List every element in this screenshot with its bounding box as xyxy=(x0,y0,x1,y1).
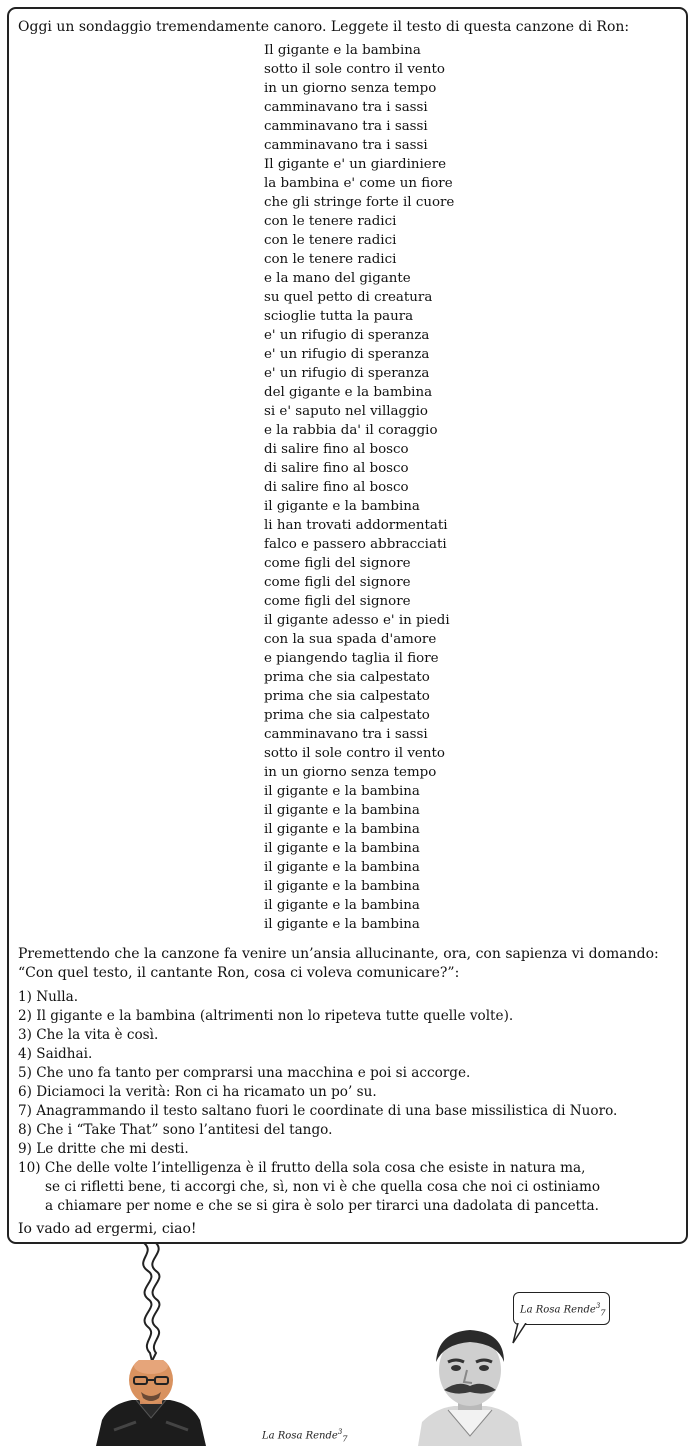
lyric-line: il gigante adesso e' in piedi xyxy=(264,613,450,628)
lyric-line: si e' saputo nel villaggio xyxy=(264,404,428,419)
man-portrait-image xyxy=(96,1360,206,1446)
answer-item: 3) Che la vita è così. xyxy=(18,1027,159,1043)
lyric-line: falco e passero abbracciati xyxy=(264,537,447,552)
lyric-line: prima che sia calpestato xyxy=(264,670,430,685)
signature-bottom xyxy=(262,1428,348,1443)
question-text xyxy=(18,945,659,983)
lyrics-block xyxy=(264,41,454,934)
lyric-line: e la rabbia da' il coraggio xyxy=(264,423,438,438)
lyric-line: il gigante e la bambina xyxy=(264,499,420,514)
mustached-man-portrait-image xyxy=(418,1326,522,1446)
answer-item: 5) Che uno fa tanto per comprarsi una macchina e poi si accorge. xyxy=(18,1065,471,1081)
closing-text: Io vado ad ergermi, ciao! xyxy=(18,1221,197,1237)
lyric-line: come figli del signore xyxy=(264,594,411,609)
speech-bubble-small xyxy=(513,1292,610,1325)
lyric-line: camminavano tra i sassi xyxy=(264,119,428,134)
answer-item: 6) Diciamoci la verità: Ron ci ha ricamato un po’ su. xyxy=(18,1084,377,1100)
lyric-line: camminavano tra i sassi xyxy=(264,727,428,742)
lyric-line: il gigante e la bambina xyxy=(264,917,420,932)
signature-sup-small: 3 xyxy=(595,1302,601,1310)
lyric-line: il gigante e la bambina xyxy=(264,803,420,818)
lyric-line: sotto il sole contro il vento xyxy=(264,62,445,77)
lyric-line: in un giorno senza tempo xyxy=(264,81,437,96)
lyric-line: il gigante e la bambina xyxy=(264,898,420,913)
lyric-line: prima che sia calpestato xyxy=(264,689,430,704)
signature-sub: 7 xyxy=(342,1433,348,1444)
lyric-line: e' un rifugio di speranza xyxy=(264,328,430,343)
lyric-line: camminavano tra i sassi xyxy=(264,138,428,153)
signature-small xyxy=(520,1302,606,1317)
lyric-line: la bambina e' come un fiore xyxy=(264,176,453,191)
answer-item: 1) Nulla. xyxy=(18,989,79,1005)
lyric-line: il gigante e la bambina xyxy=(264,784,420,799)
lyric-line: li han trovati addormentati xyxy=(264,518,448,533)
answer-continuation-line: se ci rifletti bene, ti accorgi che, sì, non vi è che quella cosa che noi ci ostiniamo xyxy=(45,1179,601,1195)
lyric-line: in un giorno senza tempo xyxy=(264,765,437,780)
lyric-line: di salire fino al bosco xyxy=(264,461,409,476)
lyric-line: su quel petto di creatura xyxy=(264,290,433,305)
lyric-line: con le tenere radici xyxy=(264,214,397,229)
signature-sup: 3 xyxy=(337,1428,343,1436)
lyric-line: e' un rifugio di speranza xyxy=(264,366,430,381)
lyric-line: prima che sia calpestato xyxy=(264,708,430,723)
lyric-line: con la sua spada d'amore xyxy=(264,632,437,647)
lyric-line: Il gigante e la bambina xyxy=(264,43,421,58)
lyric-line: e piangendo taglia il fiore xyxy=(264,651,439,666)
lyric-line: camminavano tra i sassi xyxy=(264,100,428,115)
speech-bubble-main xyxy=(7,7,688,1244)
answer-item: 10) Che delle volte l’intelligenza è il frutto della sola cosa che esiste in natura ma, xyxy=(18,1160,586,1176)
answer-list xyxy=(18,988,617,1216)
lyric-line: e la mano del gigante xyxy=(264,271,411,286)
question-line-2: “Con quel testo, il cantante Ron, cosa ci voleva comunicare?”: xyxy=(18,965,460,981)
question-line-1: Premettendo che la canzone fa venire un’ansia allucinante, ora, con sapienza vi domando: xyxy=(18,946,659,962)
lyric-line: che gli stringe forte il cuore xyxy=(264,195,455,210)
lyric-line: il gigante e la bambina xyxy=(264,879,420,894)
lyric-line: il gigante e la bambina xyxy=(264,860,420,875)
answer-item: 2) Il gigante e la bambina (altrimenti non lo ripeteva tutte quelle volte). xyxy=(18,1008,514,1024)
lyric-line: come figli del signore xyxy=(264,575,411,590)
signature-sub-small: 7 xyxy=(600,1307,606,1318)
lyric-line: del gigante e la bambina xyxy=(264,385,433,400)
signature-text: La Rosa Rende xyxy=(262,1430,338,1442)
lyric-line: di salire fino al bosco xyxy=(264,480,409,495)
answer-item: 7) Anagrammando il testo saltano fuori le coordinate di una base missilistica di Nuoro. xyxy=(18,1103,618,1119)
speech-tail-squiggle xyxy=(130,1243,170,1363)
answer-item: 4) Saidhai. xyxy=(18,1046,93,1062)
intro-text: Oggi un sondaggio tremendamente canoro. Leggete il testo di questa canzone di Ron: xyxy=(18,19,630,35)
signature-text-small: La Rosa Rende xyxy=(520,1304,596,1316)
lyric-line: e' un rifugio di speranza xyxy=(264,347,430,362)
lyric-line: il gigante e la bambina xyxy=(264,822,420,837)
lyric-line: come figli del signore xyxy=(264,556,411,571)
answer-continuation-line: a chiamare per nome e che se si gira è solo per tirarci una dadolata di pancetta. xyxy=(45,1198,599,1214)
lyric-line: scioglie tutta la paura xyxy=(264,309,414,324)
answer-item: 8) Che i “Take That” sono l’antitesi del tango. xyxy=(18,1122,333,1138)
lyric-line: sotto il sole contro il vento xyxy=(264,746,445,761)
lyric-line: di salire fino al bosco xyxy=(264,442,409,457)
lyric-line: il gigante e la bambina xyxy=(264,841,420,856)
lyric-line: con le tenere radici xyxy=(264,233,397,248)
lyric-line: con le tenere radici xyxy=(264,252,397,267)
lyric-line: Il gigante e' un giardiniere xyxy=(264,157,447,172)
answer-item: 9) Le dritte che mi desti. xyxy=(18,1141,189,1157)
